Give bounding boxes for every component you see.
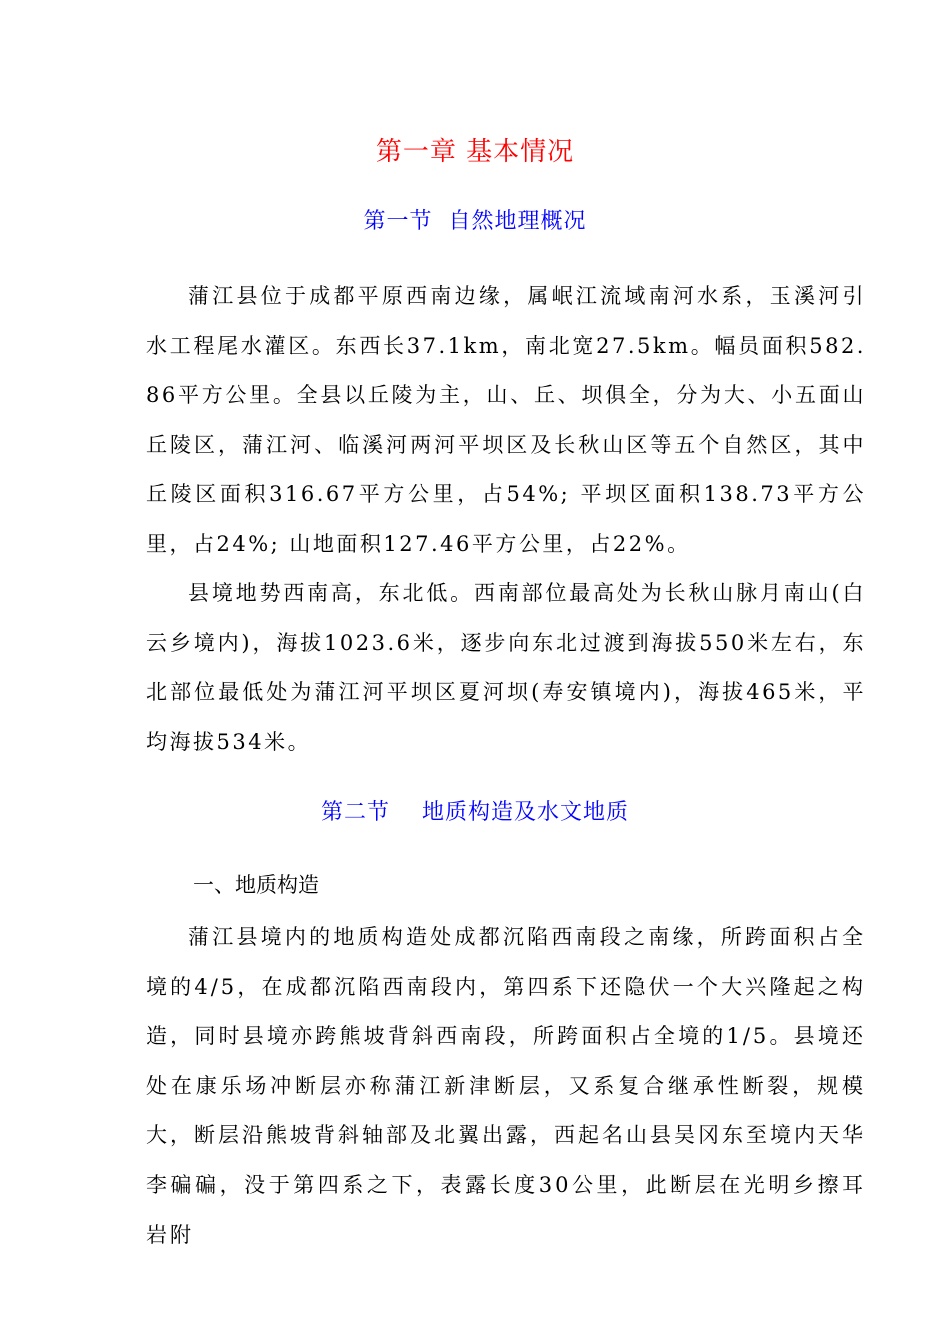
subsection-title-geological-structure: 一、地质构造	[193, 873, 319, 897]
section-title-geology-hydrogeology: 第二节 地质构造及水文地质	[321, 800, 629, 825]
paragraph-geological-structure: 蒲江县境内的地质构造处成都沉陷西南段之南缘，所跨面积占全境的4/5，在成都沉陷西南段内，第四系下还隐伏一个大兴隆起之构造，同时县境亦跨熊坡背斜西南段，所跨面积占全境的1/5。县境还处在康乐场冲断层亦称蒲江新津断层，又系复合继承性断裂，规模大，断层沿熊坡背斜轴部及北翼出露，西起名山县吴冈东至境内天华李碥碥，没于第四系之下，表露长度30公里，此断层在光明乡擦耳岩附	[146, 925, 866, 1247]
section-title-natural-geography: 第一节 自然地理概况	[363, 209, 587, 234]
chapter-title: 第一章 基本情况	[375, 137, 575, 167]
paragraph-location-area: 蒲江县位于成都平原西南边缘，属岷江流域南河水系，玉溪河引水工程尾水灌区。东西长37.1km，南北宽27.5km。幅员面积582.86平方公里。全县以丘陵为主，山、丘、坝俱全，分为大、小五面山丘陵区，蒲江河、临溪河两河平坝区及长秋山区等五个自然区，其中丘陵区面积316.67平方公里，占54%; 平坝区面积138.73平方公里，占24%; 山地面积127.46平方公里，占22%。	[146, 284, 866, 556]
paragraph-terrain-elevation: 县境地势西南高，东北低。西南部位最高处为长秋山脉月南山(白云乡境内)，海拔1023.6米，逐步向东北过渡到海拔550米左右，东北部位最低处为蒲江河平坝区夏河坝(寿安镇境内)，海拔465米，平均海拔534米。	[146, 581, 866, 754]
